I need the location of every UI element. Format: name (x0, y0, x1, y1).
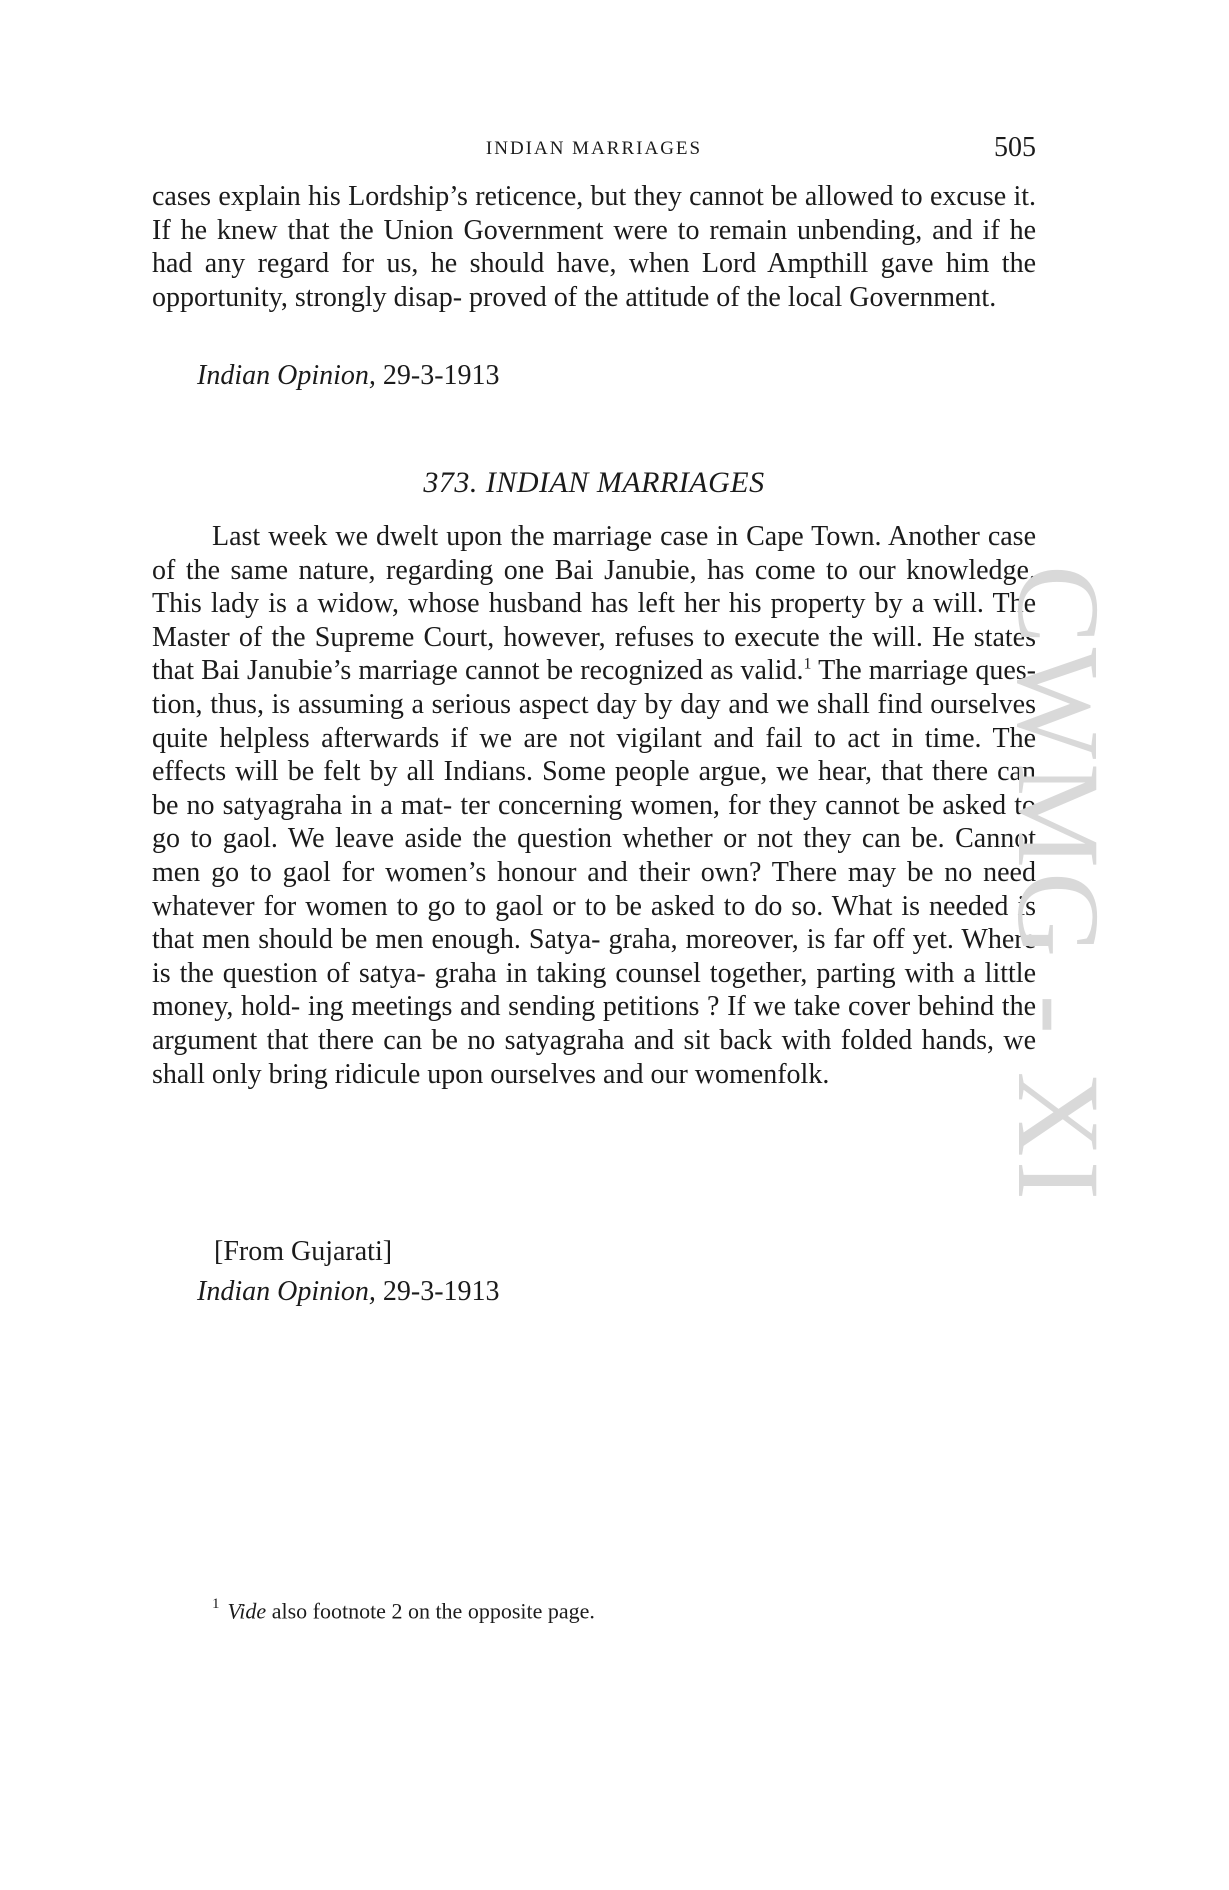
article-paragraph (152, 520, 1036, 1091)
article-source-publication: Indian Opinion, (197, 1276, 376, 1307)
watermark-text: CWMG - XI (993, 565, 1124, 1205)
article-heading: 373. INDIAN MARRIAGES (423, 466, 765, 499)
footnote-vide: Vide (227, 1598, 267, 1624)
footnote-reference: 1 (803, 656, 812, 674)
page-number: 505 (994, 132, 1036, 163)
running-title: INDIAN MARRIAGES (485, 138, 703, 159)
source-publication: Indian Opinion, (197, 360, 376, 391)
article-body (152, 520, 1036, 1091)
running-header (152, 134, 1036, 168)
article-text-part1: Last week we dwelt upon the marriage case in Cape Town. Another case of the same nature, regarding one Bai Janubie, has come to our knowledge. This lady is a widow, whose husband has left her his property by a will. The Master of the Supreme Court, however, refuses to execute the will. He states that Bai Janubie’s marriage cannot be recognized as valid. (152, 521, 1036, 687)
source-date: 29-3-1913 (382, 360, 500, 391)
footnote-text: also footnote 2 on the opposite page. (266, 1598, 595, 1624)
continuation-paragraph: cases explain his Lordship’s reticence, but they cannot be allowed to excuse it. If he knew that the Union Government were to remain unbending, and if he had any regard for us, he should have, when Lord Ampthill gave him the opportunity, strongly disap- proved of the attitude of the local Government. (152, 181, 1036, 313)
footnote-number: 1 (212, 1596, 220, 1612)
article-text-part2: The marriage ques- tion, thus, is assuming a serious aspect day by day and we shall find ourselves quite helpless afterwards if we are not vigilant and fail to act in time. The effects will be felt by all Indians. Some people argue, we hear, that there can be no satyagraha in a mat- ter concerning women, for they cannot be asked to go to gaol. We leave aside the question whether or not they can be. Cannot men go to gaol for women’s honour and their own? There may be no need whatever for women to go to gaol or to be asked to do so. What is needed is that men should be men enough. Satya- graha, moreover, is far off yet. Where is the question of satya- graha in taking counsel together, parting with a little money, hold- ing meetings and sending petitions ? If we take cover behind the argument that there can be no satyagraha and sit back with folded hands, we shall only bring ridicule upon ourselves and our womenfolk. (152, 655, 1036, 1090)
footnote (212, 1598, 595, 1624)
article-source-citation (197, 1276, 500, 1308)
translation-note: [From Gujarati] (214, 1236, 393, 1267)
watermark (993, 565, 1128, 1345)
source-citation (197, 360, 500, 392)
article-source-date: 29-3-1913 (382, 1276, 500, 1307)
